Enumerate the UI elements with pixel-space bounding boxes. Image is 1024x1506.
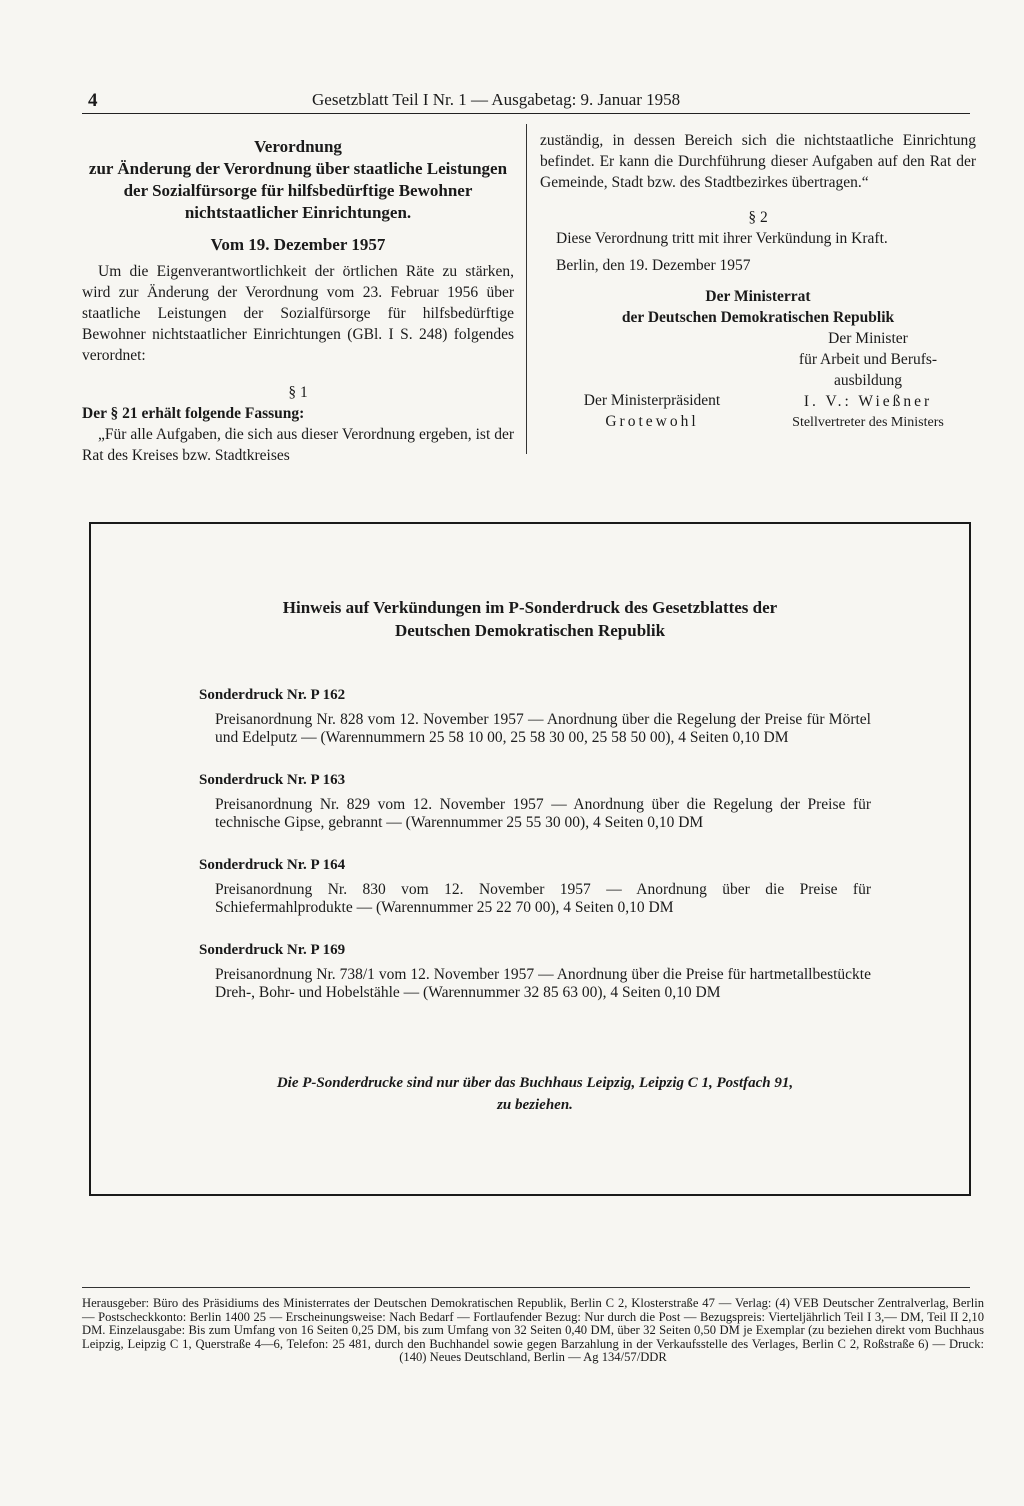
minister-line-1: Der Minister bbox=[828, 330, 908, 347]
notice-title bbox=[91, 596, 969, 642]
page-number: 4 bbox=[88, 90, 98, 111]
special-print-title: Sonderdruck Nr. P 164 bbox=[199, 857, 346, 873]
special-print-text: Preisanordnung Nr. 829 vom 12. November 1957 — Anordnung über die Regelung der Preise für technische Gipse, gebrannt — (Warennummer 25 55 30 00), 4 Seiten 0,10 DM bbox=[215, 796, 871, 831]
imprint-rule bbox=[82, 1287, 970, 1288]
authority-line-1: Der Ministerrat bbox=[705, 288, 811, 305]
minister-line-2: für Arbeit und Berufs- bbox=[798, 351, 938, 368]
column-divider bbox=[526, 124, 527, 454]
notice-footer bbox=[199, 1072, 871, 1116]
notice-list bbox=[199, 686, 871, 1026]
section-1-heading: Der § 21 erhält folgende Fassung: bbox=[82, 405, 305, 422]
left-column bbox=[82, 136, 514, 466]
special-print-text: Preisanordnung Nr. 830 vom 12. November 1957 — Anordnung über die Preise für Schiefermahlprodukte — (Warennummer 25 22 70 00), 4 Seiten 0,10 DM bbox=[215, 881, 871, 916]
section-2-mark: § 2 bbox=[748, 209, 768, 226]
running-head: Gesetzblatt Teil I Nr. 1 — Ausgabetag: 9. Januar 1958 bbox=[312, 90, 681, 109]
notice-footer-line-1: Die P-Sonderdrucke sind nur über das Buchhaus Leipzig, Leipzig C 1, Postfach 91, bbox=[276, 1075, 794, 1091]
section-2-text: Diese Verordnung tritt mit ihrer Verkündung in Kraft. bbox=[556, 230, 888, 247]
minister-signature bbox=[760, 328, 976, 433]
signature-block bbox=[540, 328, 976, 458]
decree-title: Verordnung bbox=[254, 137, 342, 156]
decree-subtitle: zur Änderung der Verordnung über staatliche Leistungen der Sozialfürsorge für hilfsbedürftige Bewohner nichtstaatlicher Einrichtungen. bbox=[88, 159, 508, 222]
pm-signature bbox=[552, 390, 752, 432]
section-1-text: „Für alle Aufgaben, die sich aus dieser Verordnung ergeben, ist der Rat des Kreises bzw. Stadtkreises bbox=[82, 426, 514, 464]
special-print-title: Sonderdruck Nr. P 169 bbox=[199, 942, 346, 958]
special-print-text: Preisanordnung Nr. 828 vom 12. November 1957 — Anordnung über die Regelung der Preise für Mörtel und Edelputz — (Warennummern 25 58 10 00, 25 58 30 00, 25 58 50 00), 4 Seiten 0,10 DM bbox=[215, 711, 871, 746]
special-print-title: Sonderdruck Nr. P 163 bbox=[199, 772, 346, 788]
section-1-continuation: zuständig, in dessen Bereich sich die nichtstaatliche Einrichtung befindet. Er kann die Durchführung dieser Aufgaben auf den Rat der Gemeinde, Stadt bzw. des Stadtbezirkes übertragen.“ bbox=[540, 132, 976, 191]
notice-title-line-1: Hinweis auf Verkündungen im P-Sonderdruck des Gesetzblattes der bbox=[282, 598, 778, 617]
list-item bbox=[199, 941, 871, 1002]
pm-name: Grotewohl bbox=[605, 413, 699, 430]
imprint: Herausgeber: Büro des Präsidiums des Ministerrates der Deutschen Demokratischen Republik, Berlin C 2, Klosterstraße 47 — Verlag: (4) VEB Deutscher Zentralverlag, Berlin — Postscheckkonto: Berlin 1400 25 — Erscheinungsweise: Nach Bedarf — Fortlaufender Bezug: Nur durch die Post — Bezugspreis: Vierteljährlich Teil I 3,— DM, Teil II 2,10 DM. Einzelausgabe: Bis zum Umfang von 16 Seiten 0,25 DM, bis zum Umfang von 32 Seiten 0,40 DM, über 32 Seiten 0,50 DM je Exemplar (zu beziehen direkt vom Buchhaus Leipzig, Leipzig C 1, Querstraße 4—6, Telefon: 25 481, durch den Buchhandel sowie gegen Barzahlung in der Verkaufsstelle des Verlages, Berlin C 2, Roßstraße 6) — Druck: (140) Neues Deutschland, Berlin — Ag 134/57/DDR bbox=[82, 1296, 984, 1364]
notice-title-line-2: Deutschen Demokratischen Republik bbox=[394, 621, 666, 640]
special-print-title: Sonderdruck Nr. P 162 bbox=[199, 687, 346, 703]
notice-footer-line-2: zu beziehen. bbox=[497, 1097, 573, 1113]
list-item bbox=[199, 856, 871, 917]
minister-role: Stellvertreter des Ministers bbox=[792, 415, 944, 430]
decree-preamble: Um die Eigenverantwortlichkeit der örtlichen Räte zu stärken, wird zur Änderung der Verordnung vom 23. Februar 1956 über staatliche Leistungen der Sozialfürsorge für hilfsbedürftige Bewohner nichtstaatlicher Einrichtungen (GBl. I S. 248) folgendes verordnet: bbox=[82, 263, 514, 364]
section-1-mark: § 1 bbox=[288, 384, 308, 401]
list-item bbox=[199, 771, 871, 832]
right-column bbox=[540, 130, 976, 458]
header-rule bbox=[82, 113, 970, 114]
list-item bbox=[199, 686, 871, 747]
place-date: Berlin, den 19. Dezember 1957 bbox=[556, 257, 751, 274]
decree-date: Vom 19. Dezember 1957 bbox=[210, 235, 386, 254]
authority-line-2: der Deutschen Demokratischen Republik bbox=[621, 309, 895, 326]
special-print-text: Preisanordnung Nr. 738/1 vom 12. November 1957 — Anordnung über die Preise für hartmetallbestückte Dreh-, Bohr- und Hobelstähle — (Warennummer 32 85 63 00), 4 Seiten 0,10 DM bbox=[215, 966, 871, 1001]
minister-line-3: ausbildung bbox=[833, 372, 903, 389]
notice-box bbox=[89, 522, 971, 1196]
pm-title: Der Ministerpräsident bbox=[583, 392, 721, 409]
minister-name: I. V.: Wießner bbox=[803, 393, 933, 410]
